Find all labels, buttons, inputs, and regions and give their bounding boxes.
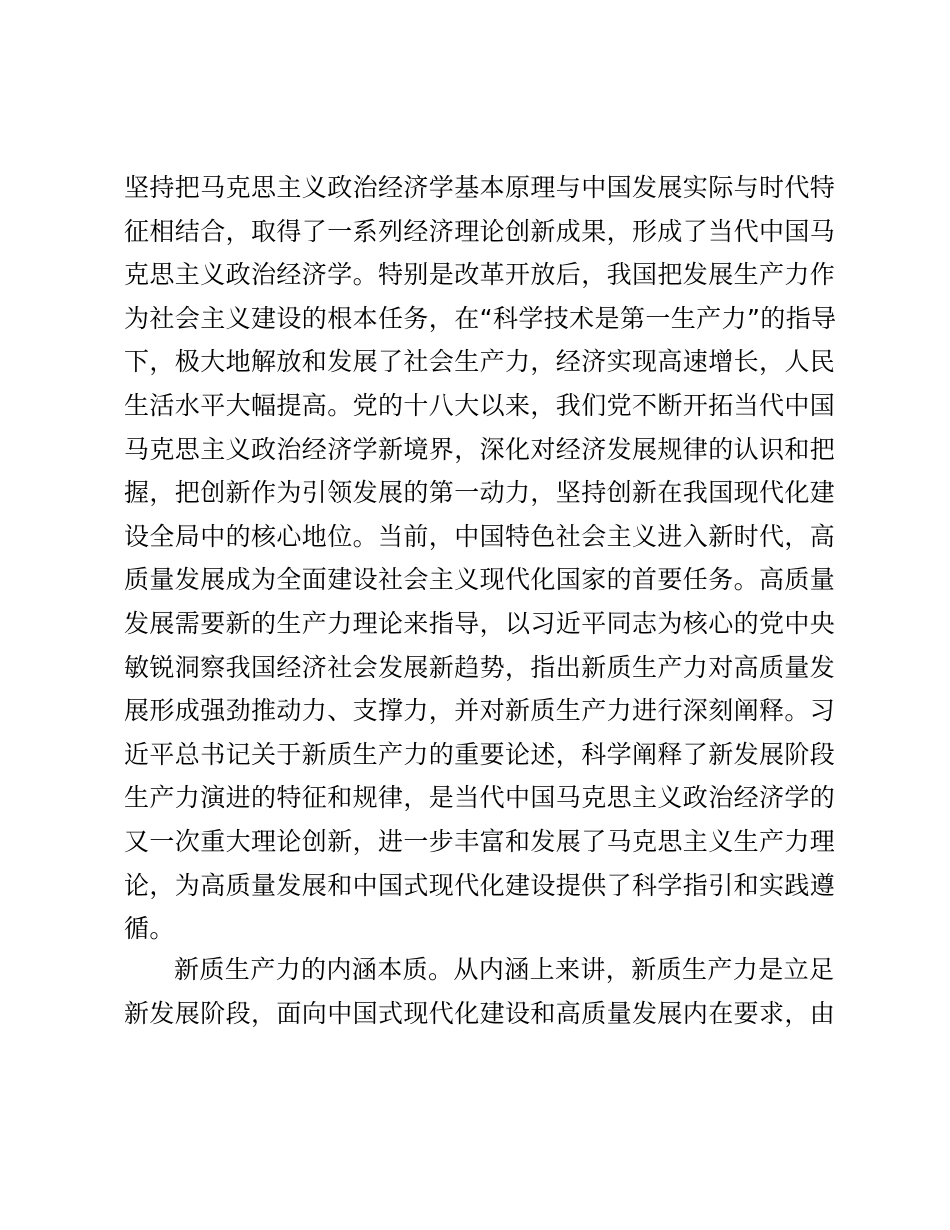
paragraph-line: 近平总书记关于新质生产力的重要论述，科学阐释了新发展阶段 [124,739,836,769]
paragraph-line: 为社会主义建设的根本任务，在“科学技术是第一生产力”的指导 [124,303,837,333]
paragraph-line: 征相结合，取得了一系列经济理论创新成果，形成了当代中国马 [124,216,836,246]
paragraph-line: 新发展阶段，面向中国式现代化建设和高质量发展内在要求，由 [124,998,836,1028]
paragraph-line: 生活水平大幅提高。党的十八大以来，我们党不断开拓当代中国 [124,390,836,420]
paragraph-line: 新质生产力的内涵本质。从内涵上来讲，新质生产力是立足 [174,955,835,984]
paragraph-line: 展形成强劲推动力、支撑力，并对新质生产力进行深刻阐释。习 [124,696,836,726]
paragraph-line: 坚持把马克思主义政治经济学基本原理与中国发展实际与时代特 [124,173,836,202]
paragraph-line: 下，极大地解放和发展了社会生产力，经济实现高速增长，人民 [124,347,836,377]
paragraph-line: 论，为高质量发展和中国式现代化建设提供了科学指引和实践遵 [124,870,836,900]
paragraph-2 [124,948,836,1035]
paragraph-line: 马克思主义政治经济学新境界，深化对经济发展规律的认识和把 [124,434,836,464]
paragraph-line: 质量发展成为全面建设社会主义现代化国家的首要任务。高质量 [124,565,836,595]
paragraph-line: 克思主义政治经济学。特别是改革开放后，我国把发展生产力作 [124,260,836,290]
paragraph-line: 又一次重大理论创新，进一步丰富和发展了马克思主义生产力理 [124,826,836,856]
paragraph-line: 握，把创新作为引领发展的第一动力，坚持创新在我国现代化建 [124,478,836,508]
paragraph-line: 发展需要新的生产力理论来指导，以习近平同志为核心的党中央 [124,608,836,638]
paragraph-1 [124,166,837,951]
paragraph-line: 循。 [124,914,175,944]
paragraph-line: 生产力演进的特征和规律，是当代中国马克思主义政治经济学的 [124,783,836,813]
paragraph-line: 设全局中的核心地位。当前，中国特色社会主义进入新时代，高 [124,521,836,551]
paragraph-line: 敏锐洞察我国经济社会发展新趋势，指出新质生产力对高质量发 [124,652,836,682]
